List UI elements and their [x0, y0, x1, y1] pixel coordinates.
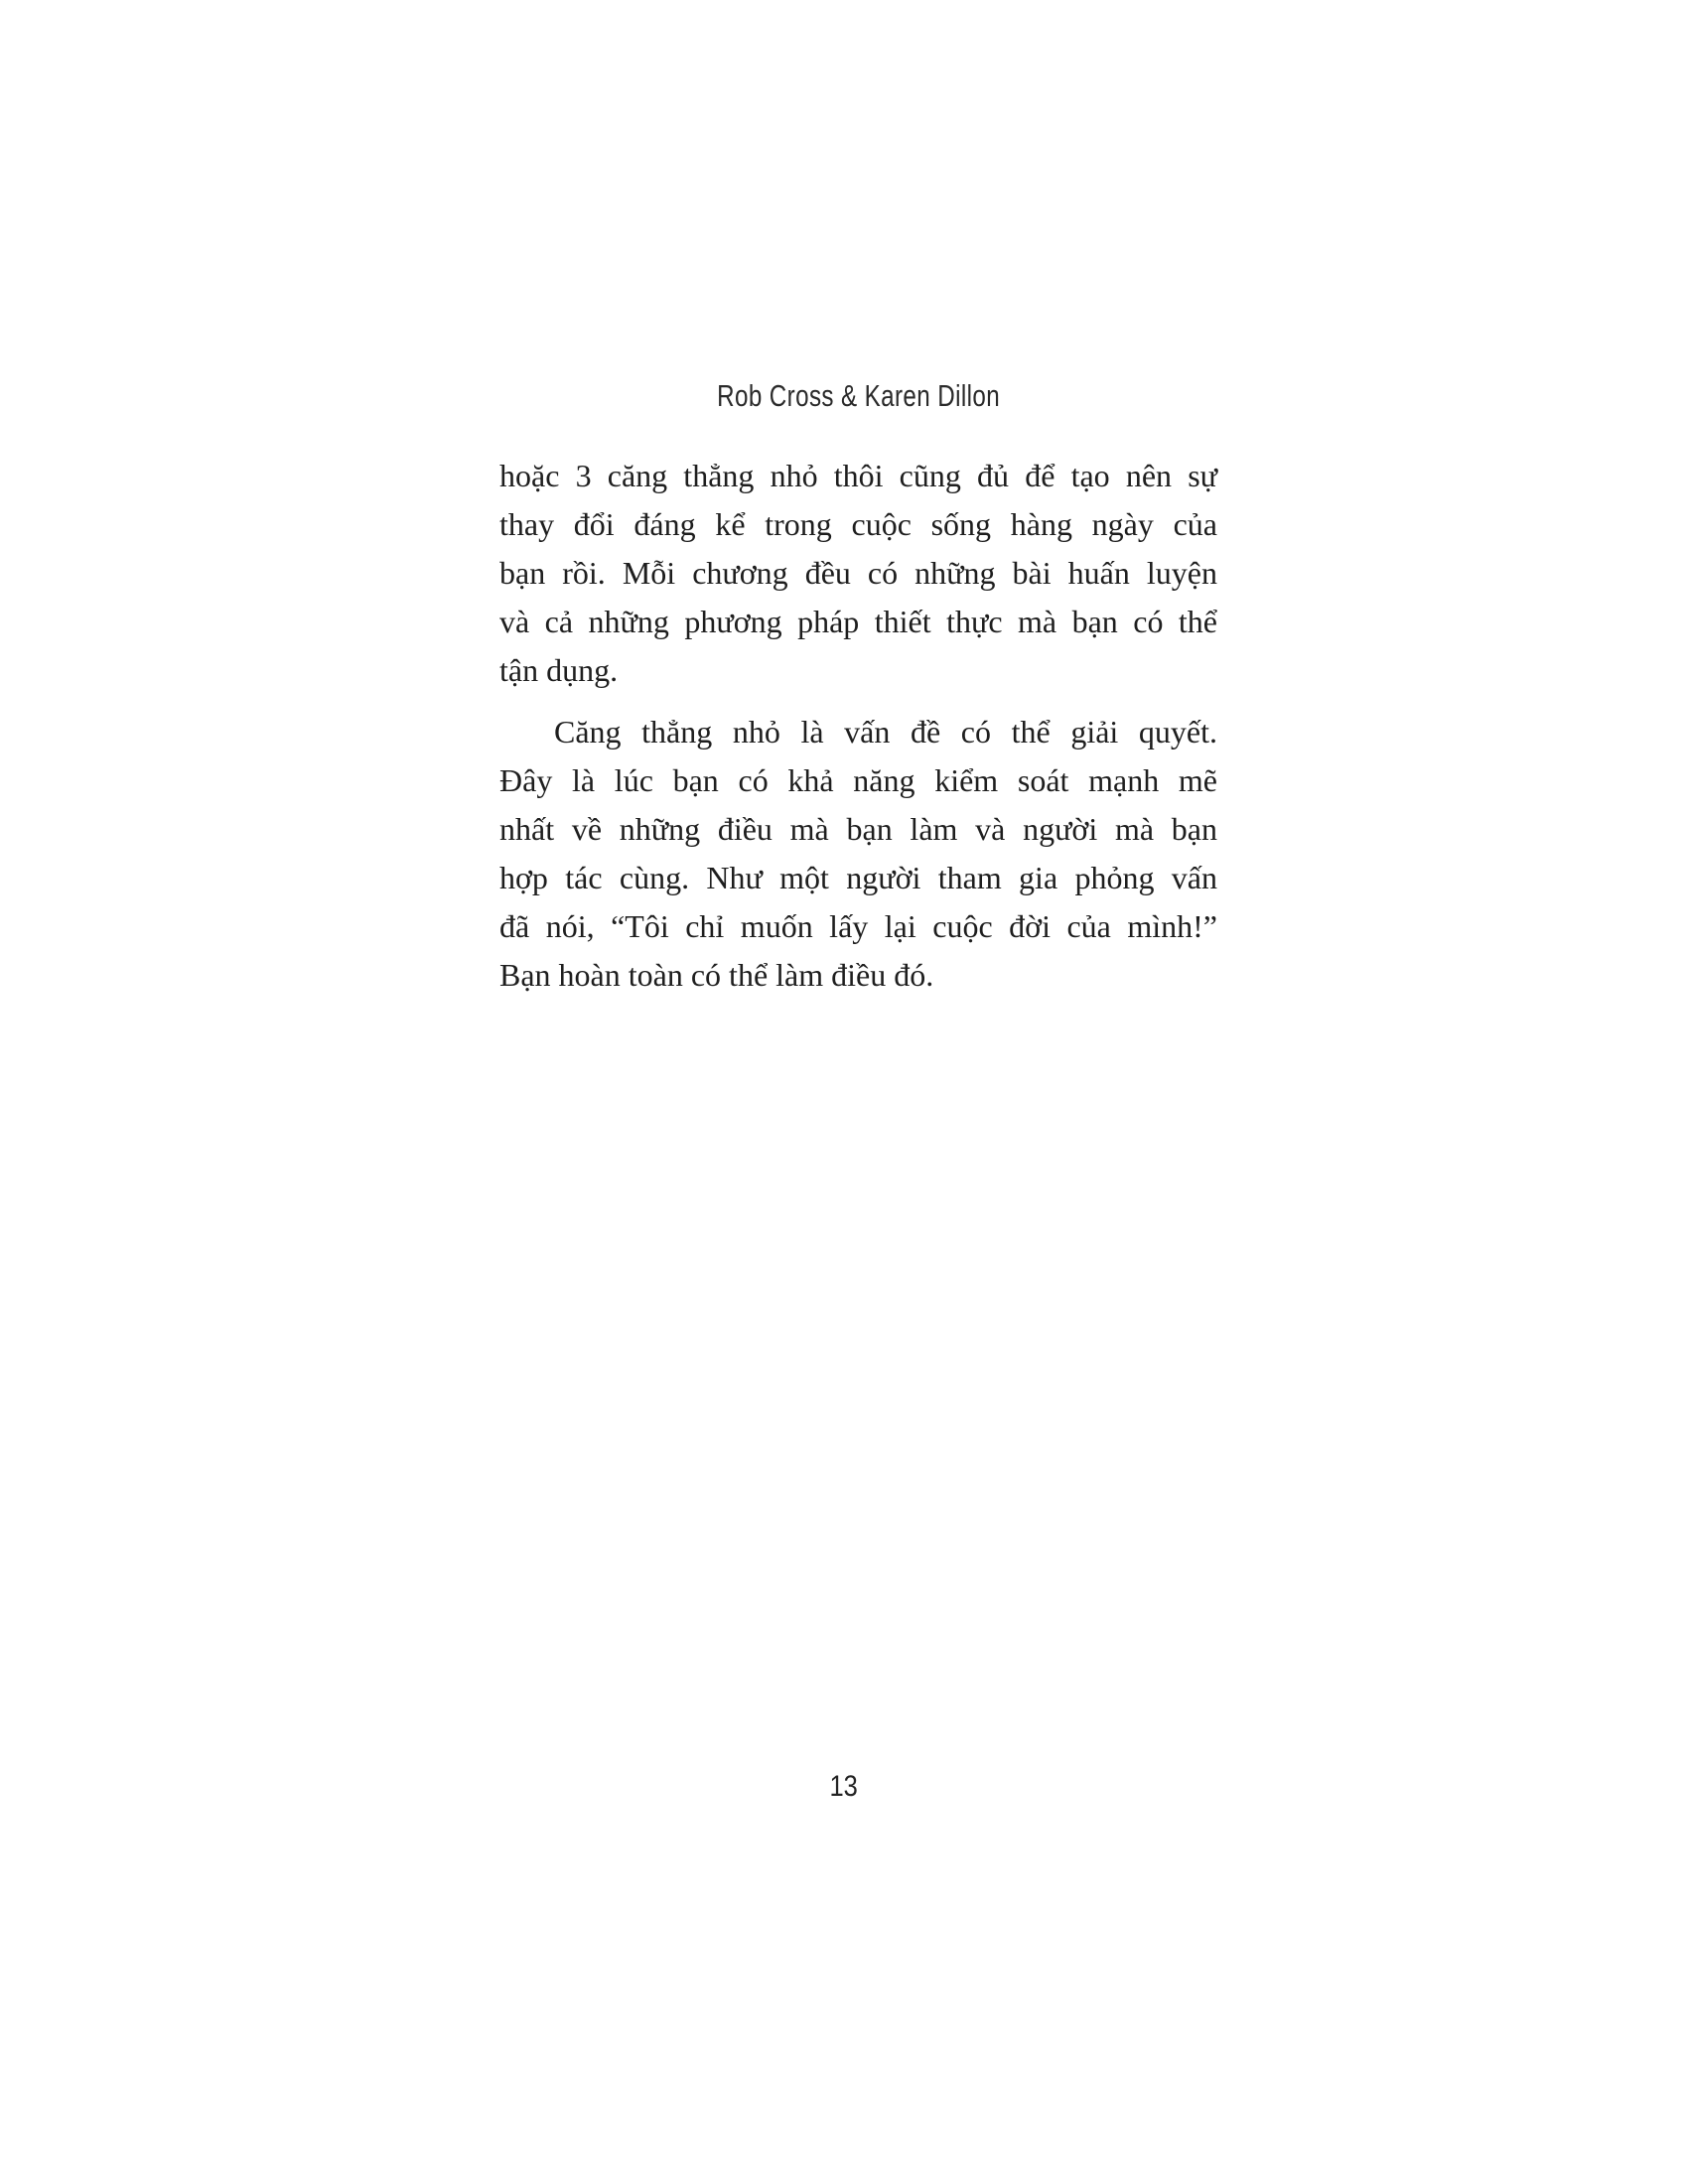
text-line: Bạn hoàn toàn có thể làm điều đó. — [499, 957, 934, 993]
running-head-text: Rob Cross & Karen Dillon — [717, 378, 1000, 413]
paragraph-2 — [499, 708, 1217, 1000]
body-text — [499, 452, 1217, 1000]
text-line: và cả những phương pháp thiết thực mà bạn có thể — [499, 604, 1217, 639]
page-number — [0, 1770, 1688, 1804]
text-line: nhất về những điều mà bạn làm và người mà bạn — [499, 811, 1217, 847]
text-line: đã nói, “Tôi chỉ muốn lấy lại cuộc đời của mình!” — [499, 908, 1217, 944]
text-line: Căng thẳng nhỏ là vấn đề có thể giải quyết. — [554, 714, 1217, 750]
text-line: Đây là lúc bạn có khả năng kiểm soát mạnh mẽ — [499, 762, 1217, 798]
text-line: hợp tác cùng. Như một người tham gia phỏng vấn — [499, 860, 1217, 895]
text-line: bạn rồi. Mỗi chương đều có những bài huấn luyện — [499, 555, 1217, 591]
running-head — [499, 378, 1217, 414]
text-line: thay đổi đáng kể trong cuộc sống hàng ngày của — [499, 506, 1217, 542]
paragraph-1 — [499, 452, 1217, 695]
text-line: tận dụng. — [499, 652, 619, 688]
text-line: hoặc 3 căng thẳng nhỏ thôi cũng đủ để tạo nên sự — [499, 458, 1217, 493]
page-number-text: 13 — [829, 1770, 859, 1803]
